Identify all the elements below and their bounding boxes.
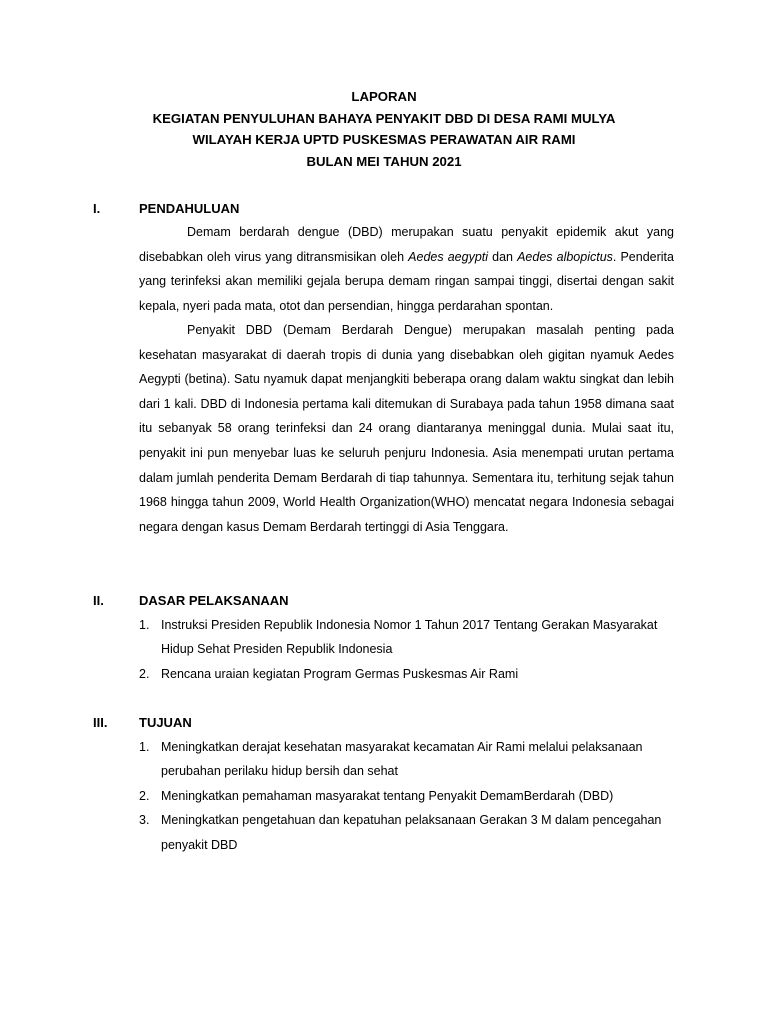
paragraph-2: Penyakit DBD (Demam Berdarah Dengue) merupakan masalah penting pada kesehatan masyarakat di daerah tropis di dunia yang disebabkan oleh gigitan nyamuk Aedes Aegypti (betina). Satu nyamuk dapat menjangkiti beberapa orang dalam waktu singkat dan lebih dari 1 kali. DBD di Indonesia pertama kali ditemukan di Surabaya pada tahun 1958 dimana saat itu sebanyak 58 orang terinfeksi dan 24 orang diantaranya meninggal dunia. Mulai saat itu, penyakit ini pun menyebar luas ke seluruh penjuru Indonesia. Asia menempati urutan pertama dalam jumlah penderita Demam Berdarah di tiap tahunnya. Sementara itu, terhitung sejak tahun 1968 hingga tahun 2009, World Health Organization(WHO) mencatat negara Indonesia sebagai negara dengan kasus Demam Berdarah tertinggi di Asia Tenggara.	[139, 323, 674, 534]
title-line-2: KEGIATAN PENYULUHAN BAHAYA PENYAKIT DBD DI DESA RAMI MULYA	[152, 110, 616, 126]
dasar-list	[139, 613, 679, 686]
report-title	[0, 86, 768, 172]
list-item-number: 2.	[139, 666, 150, 681]
paragraph-1-text-b: dan	[488, 249, 518, 264]
paragraph-1	[139, 220, 674, 318]
list-item-number: 1.	[139, 618, 150, 632]
title-line-4: BULAN MEI TAHUN 2021	[306, 153, 462, 169]
list-item-text: Meningkatkan derajat kesehatan masyarakat kecamatan Air Rami melalui pelaksanaan perubahan perilaku hidup bersih dan sehat	[161, 740, 643, 779]
species-name-1: Aedes aegypti	[408, 249, 489, 264]
title-line-1: LAPORAN	[351, 89, 417, 104]
list-item-number: 1.	[139, 740, 150, 754]
list-item-text: Rencana uraian kegiatan Program Germas Puskesmas Air Rami	[161, 666, 519, 681]
title-line-3: WILAYAH KERJA UPTD PUSKESMAS PERAWATAN AIR RAMI	[192, 132, 576, 147]
section-number: III.	[93, 715, 108, 730]
list-item	[139, 662, 679, 686]
list-item	[139, 808, 679, 857]
species-name-2: Aedes albopictus	[517, 249, 613, 264]
paragraph-1-text-c: . Penderita yang terinfeksi akan memiliki gejala berupa demam ringan sampai tinggi, disertai dengan sakit kepala, nyeri pada mata, otot dan persendian, hingga perdarahan spontan.	[139, 249, 674, 313]
section-number: I.	[93, 201, 101, 216]
list-item-text: Meningkatkan pengetahuan dan kepatuhan pelaksanaan Gerakan 3 M dalam pencegahan penyakit DBD	[161, 813, 662, 852]
section-heading: DASAR PELAKSANAAN	[139, 593, 289, 608]
list-item-text: Meningkatkan pemahaman masyarakat tentang Penyakit DemamBerdarah (DBD)	[161, 788, 614, 803]
list-item	[139, 784, 679, 808]
list-item-text: Instruksi Presiden Republik Indonesia Nomor 1 Tahun 2017 Tentang Gerakan Masyarakat Hidup Sehat Presiden Republik Indonesia	[161, 618, 658, 657]
list-item-number: 3.	[139, 813, 150, 828]
list-item	[139, 613, 679, 662]
tujuan-list	[139, 735, 679, 857]
list-item	[139, 735, 679, 784]
section-heading: TUJUAN	[139, 715, 192, 730]
paragraph-1-text-a: Demam berdarah dengue (DBD) merupakan suatu penyakit epidemik akut yang disebabkan oleh virus yang ditransmisikan oleh	[139, 225, 674, 264]
section-number: II.	[93, 593, 104, 608]
section-heading: PENDAHULUAN	[139, 201, 240, 216]
list-item-number: 2.	[139, 788, 150, 803]
